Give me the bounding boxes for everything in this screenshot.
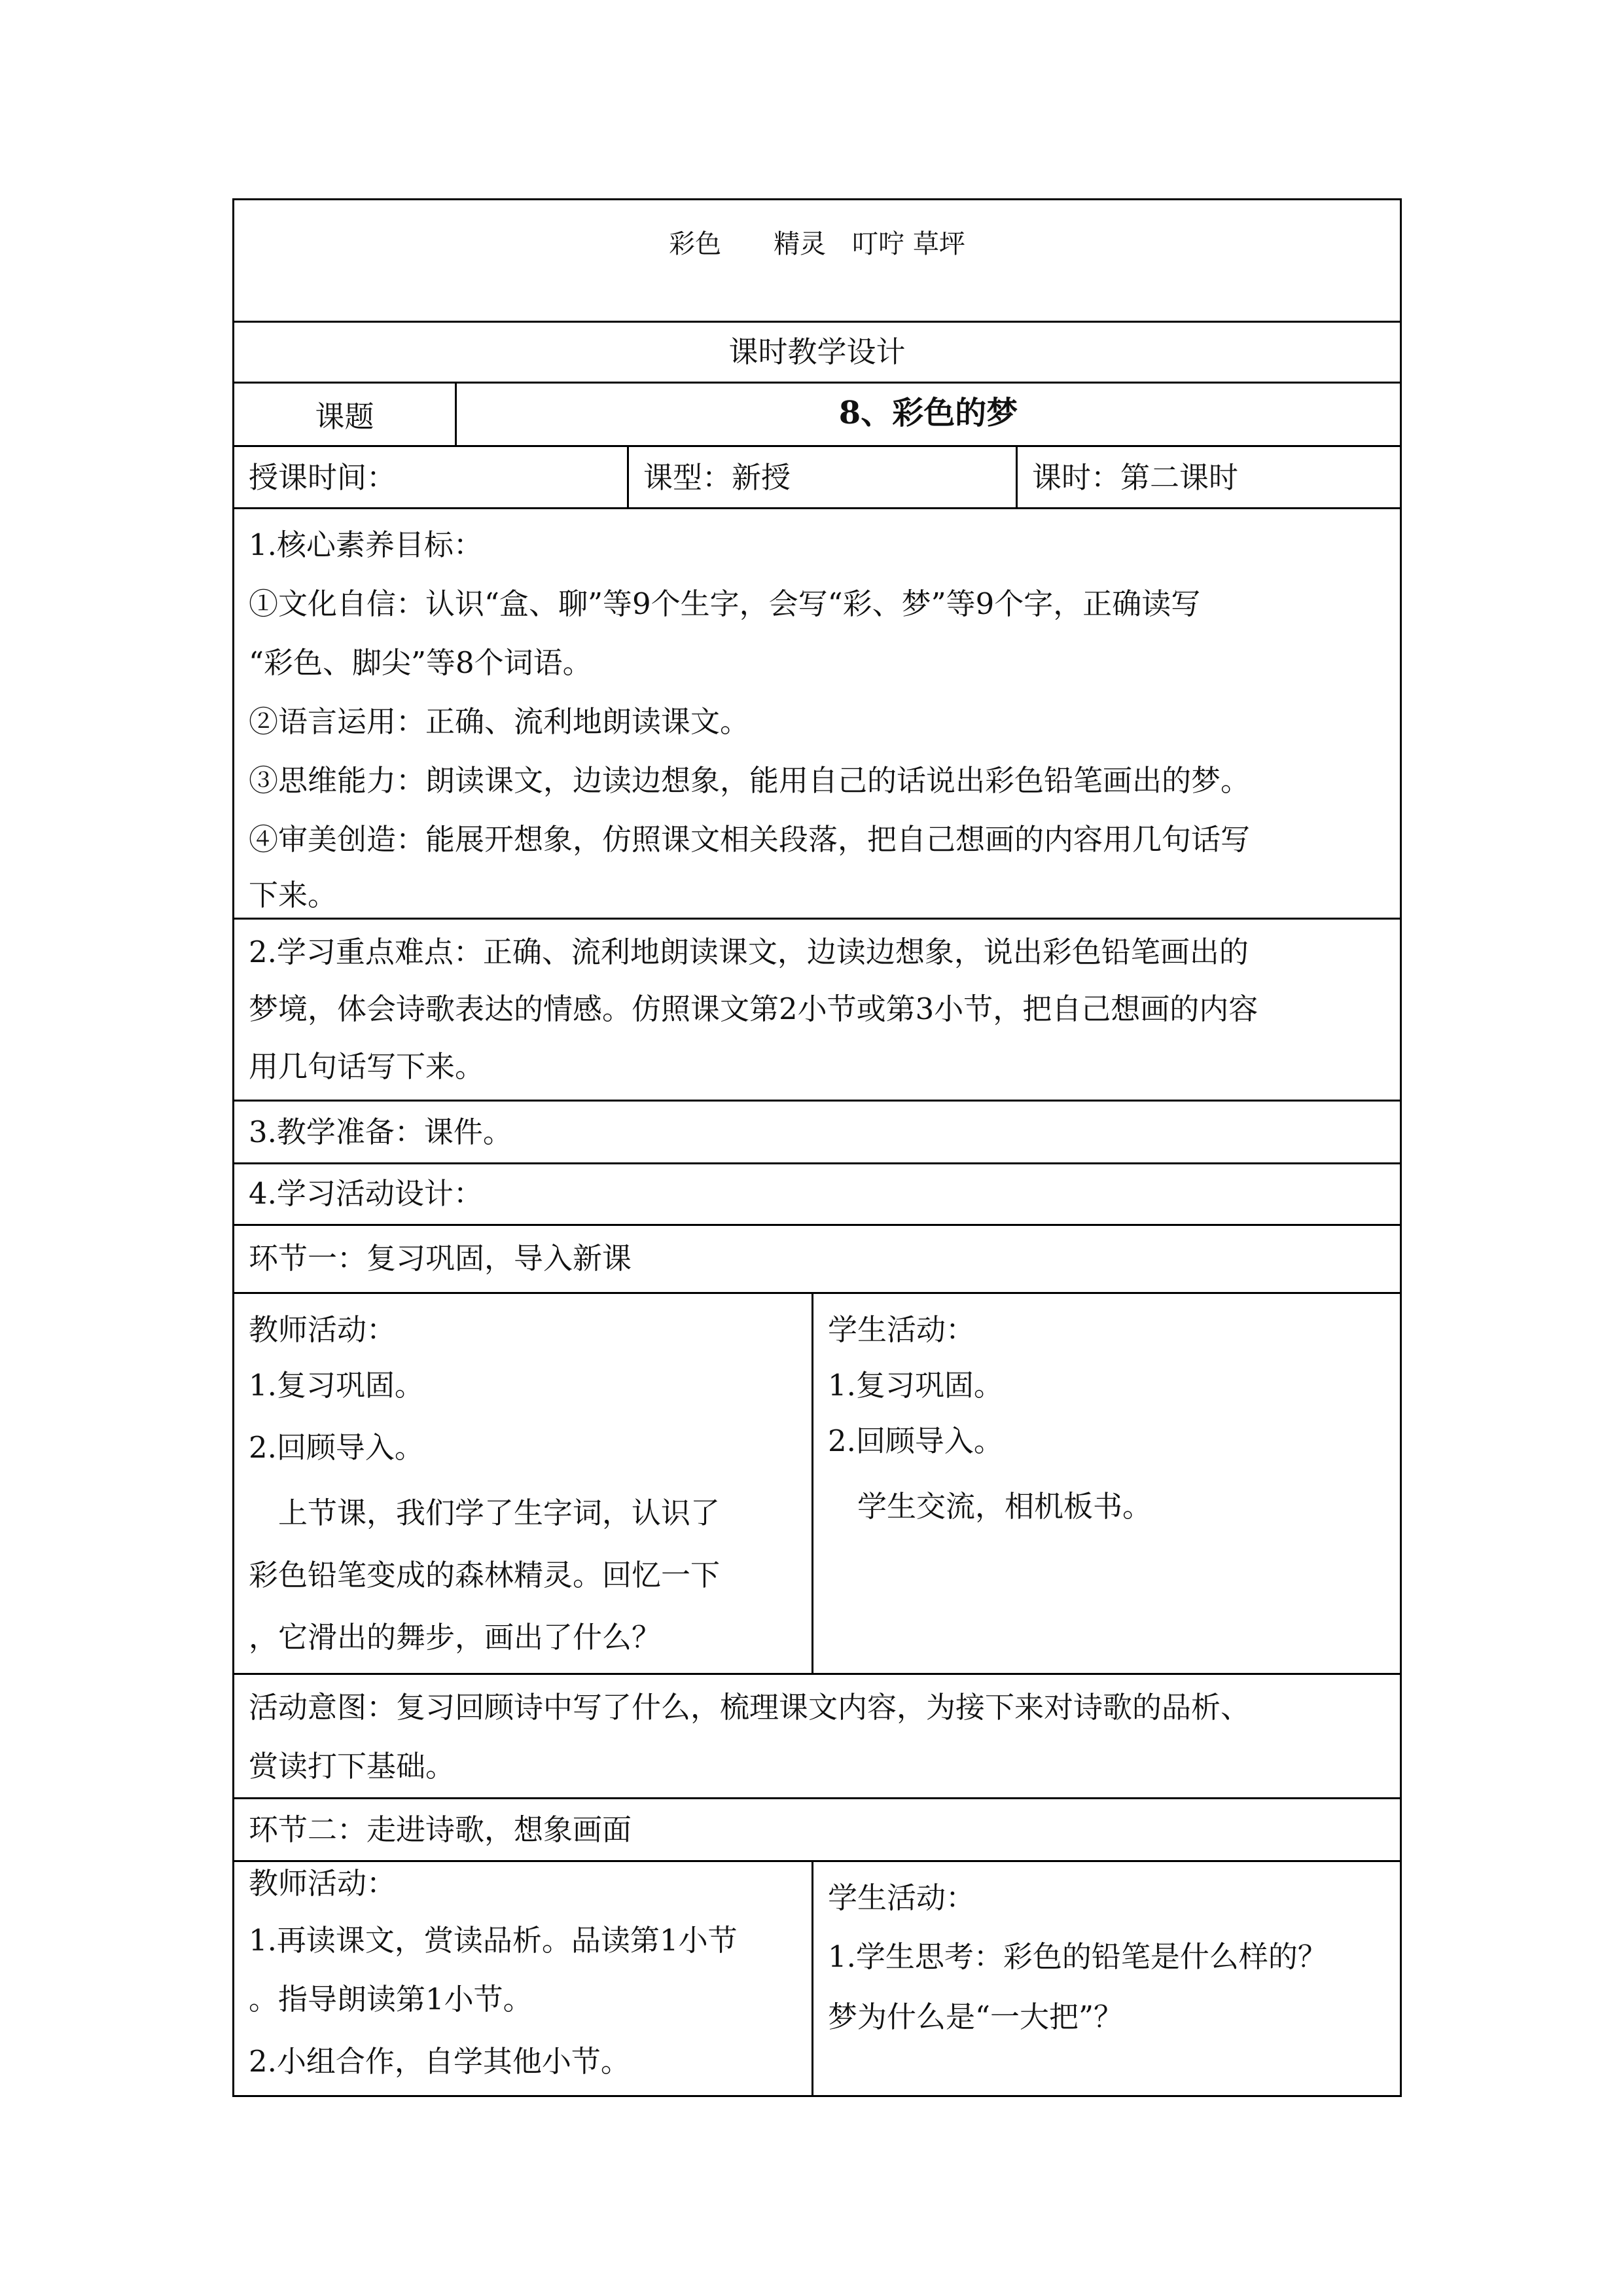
- teacher-heading: 教师活动：: [249, 1312, 397, 1347]
- design-row: [232, 1162, 1402, 1224]
- teacher-line: 2.回顾导入。: [249, 1430, 424, 1465]
- prep-text: 3.教学准备：课件。: [249, 1115, 512, 1149]
- teacher-line: 。指导朗读第1小节。: [249, 1982, 533, 2017]
- intent-line: 赏读打下基础。: [249, 1749, 455, 1784]
- teacher-line: 上节课，我们学了生字词，认识了: [249, 1496, 721, 1530]
- vocab-row: [232, 198, 1402, 321]
- section2-activities-row: [232, 1860, 1402, 2097]
- keypoints-row: [232, 918, 1402, 1100]
- goal-line: “彩色、脚尖”等8个词语。: [249, 645, 592, 680]
- keypoints-line: 2.学习重点难点：正确、流利地朗读课文，边读边想象，说出彩色铅笔画出的: [249, 935, 1249, 969]
- teacher-line: ，它滑出的舞步，画出了什么？: [249, 1620, 662, 1655]
- lesson-label-cell: [234, 384, 455, 445]
- prep-row: [232, 1100, 1402, 1162]
- student-line: 学生交流，相机板书。: [828, 1489, 1152, 1524]
- goals-heading: 1.核心素养目标：: [249, 528, 483, 562]
- design-header-title: 课时教学设计: [728, 334, 906, 369]
- vocab-words: 彩色 精灵 叮咛 草坪: [669, 229, 965, 259]
- time-label: 授课时间：: [249, 460, 397, 495]
- student-heading: 学生活动：: [828, 1880, 976, 1915]
- section1-student-cell: [812, 1294, 1400, 1673]
- section2-student-cell: [812, 1862, 1400, 2095]
- student-line: 1.复习巩固。: [828, 1368, 1003, 1403]
- type-cell: [627, 447, 1016, 507]
- lesson-label: 课题: [315, 399, 374, 434]
- section2-title: 环节二：走进诗歌，想象画面: [249, 1812, 632, 1847]
- goal-line: ②语言运用：正确、流利地朗读课文。: [249, 704, 750, 739]
- section1-teacher-cell: [234, 1294, 812, 1673]
- teacher-line: 彩色铅笔变成的森林精灵。回忆一下: [249, 1558, 721, 1592]
- section1-activities-row: [232, 1292, 1402, 1673]
- student-line: 2.回顾导入。: [828, 1424, 1003, 1458]
- meta-row: [232, 445, 1402, 507]
- design-text: 4.学习活动设计：: [249, 1176, 483, 1211]
- section1-title: 环节一：复习巩固，导入新课: [249, 1241, 632, 1276]
- keypoints-line: 用几句话写下来。: [249, 1049, 485, 1084]
- section1-intent-row: [232, 1673, 1402, 1797]
- section2-title-row: [232, 1797, 1402, 1860]
- goal-line: ③思维能力：朗读课文，边读边想象，能用自己的话说出彩色铅笔画出的梦。: [249, 763, 1251, 798]
- teacher-line: 1.复习巩固。: [249, 1368, 424, 1403]
- design-header-row: [232, 321, 1402, 382]
- time-cell: [234, 447, 627, 507]
- section1-title-row: [232, 1224, 1402, 1292]
- goal-line: 下来。: [249, 878, 338, 912]
- section2-teacher-cell: [234, 1862, 812, 2095]
- lesson-title-cell: [455, 384, 1400, 445]
- period-cell: [1016, 447, 1400, 507]
- goal-line: ④审美创造：能展开想象，仿照课文相关段落，把自己想画的内容用几句话写: [249, 822, 1251, 857]
- teacher-heading: 教师活动：: [249, 1866, 397, 1901]
- student-heading: 学生活动：: [828, 1312, 976, 1347]
- period-label: 课时：第二课时: [1032, 460, 1239, 495]
- lesson-title: 8、彩色的梦: [838, 395, 1018, 431]
- keypoints-line: 梦境，体会诗歌表达的情感。仿照课文第2小节或第3小节，把自己想画的内容: [249, 992, 1258, 1026]
- teacher-line: 2.小组合作，自学其他小节。: [249, 2044, 630, 2079]
- intent-line: 活动意图：复习回顾诗中写了什么，梳理课文内容，为接下来对诗歌的品析、: [249, 1690, 1251, 1725]
- student-line: 1.学生思考：彩色的铅笔是什么样的？: [828, 1939, 1327, 1974]
- lesson-title-row: [232, 382, 1402, 445]
- goals-row: [232, 507, 1402, 918]
- goal-line: ①文化自信：认识“盒、聊”等9个生字，会写“彩、梦”等9个字，正确读写: [249, 586, 1201, 621]
- teacher-line: 1.再读课文，赏读品析。品读第1小节: [249, 1923, 738, 1958]
- type-label: 课型：新授: [643, 460, 791, 495]
- student-line: 梦为什么是“一大把”？: [828, 2000, 1124, 2034]
